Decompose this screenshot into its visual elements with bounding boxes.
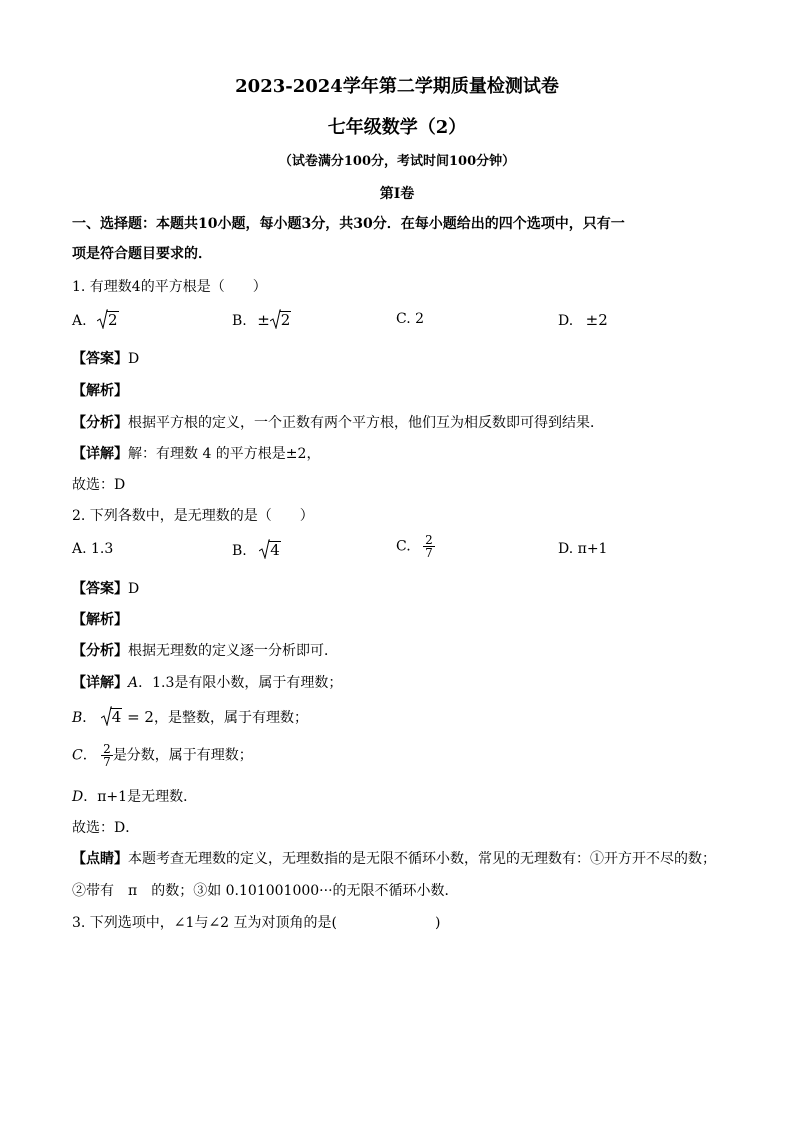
- q2-detail-b: [72, 707, 732, 727]
- detail-tag: 【详解】: [72, 675, 128, 691]
- q2-detail-a-text: ．1.3是有限小数，属于有理数；: [138, 675, 343, 691]
- q1-option-a-radicand: 2: [108, 311, 118, 329]
- q2-detail-c-label: C: [72, 747, 83, 764]
- q2-comment-text1: 本题考查无理数的定义，无理数指的是无限不循环小数，常见的无理数有：①开方开不尽的数；: [128, 851, 716, 867]
- q2-detail-d-text: ．π+1是无理数．: [83, 789, 198, 805]
- q1-option-d-label: D.: [558, 313, 574, 329]
- q2-comment-line1: [72, 848, 732, 868]
- q2-option-b-label: B.: [232, 543, 247, 559]
- q2-option-c-label: C.: [396, 538, 411, 555]
- q2-detail-b-post: ，是整数，属于有理数；: [153, 710, 308, 726]
- q2-detail-c-pre: ．: [82, 747, 97, 764]
- q2-detail-b-eq: = 2: [122, 708, 154, 726]
- q1-option-b-radicand: 2: [280, 311, 291, 329]
- q2-detail-a-label: A: [128, 675, 139, 691]
- q1-option-b-label: B.: [232, 313, 247, 329]
- q2-detail-b-label: B: [72, 710, 83, 726]
- q1-analysis-tag: 【解析】: [72, 383, 128, 399]
- q2-detail-c-denominator: 7: [103, 755, 111, 769]
- exam-note: （试卷满分100分，考试时间100分钟）: [278, 154, 516, 169]
- question-2-stem: 2. 下列各数中，是无理数的是（ ）: [72, 508, 314, 524]
- q2-detail-d-label: D: [72, 789, 84, 805]
- comment-tag: 【点睛】: [72, 851, 128, 867]
- question-2-options: [72, 533, 732, 564]
- q2-fenxi-text: 根据无理数的定义逐一分析即可．: [128, 643, 338, 659]
- fraction: [423, 534, 435, 559]
- question-1-stem: 1. 有理数4的平方根是（ ）: [72, 279, 267, 295]
- q1-option-b-pm: ±: [257, 311, 270, 329]
- q1-option-a-label: A.: [72, 313, 87, 329]
- q1-option-d: [558, 311, 608, 329]
- question-3-stem: 3. 下列选项中，∠1与∠2 互为对顶角的是( ): [72, 915, 441, 931]
- q2-comment-line2: ②带有 π 的数；③如 0.101001000···的无限不循环小数．: [72, 883, 459, 899]
- q2-answer-value: D: [128, 581, 140, 597]
- q1-answer: [72, 348, 732, 368]
- q2-detail-a: [72, 672, 732, 692]
- sqrt-symbol: [101, 708, 123, 726]
- fenxi-tag: 【分析】: [72, 415, 128, 431]
- q2-detail-d: [72, 786, 732, 806]
- exam-subject: 七年级数学（2）: [327, 117, 467, 138]
- q2-choose: 故选：D．: [72, 820, 140, 836]
- q1-detail-text: 解：有理数 4 的平方根是±2，: [128, 446, 321, 462]
- q2-detail-c-post: 是分数，属于有理数；: [112, 747, 253, 764]
- q2-detail-c-numerator: 2: [103, 742, 111, 756]
- question-1-options: [72, 311, 732, 337]
- exam-title: 2023-2024学年第二学期质量检测试卷: [235, 76, 559, 97]
- fenxi-tag: 【分析】: [72, 643, 128, 659]
- q2-option-d: D. π+1: [558, 541, 608, 557]
- sqrt-symbol: [270, 311, 292, 329]
- section-instructions-line1: 一、选择题：本题共10小题，每小题3分，共30分．在每小题给出的四个选项中，只有一: [72, 216, 625, 232]
- q2-option-b-radicand: 4: [270, 541, 280, 559]
- q2-analysis-tag: 【解析】: [72, 612, 128, 628]
- q2-option-b: [232, 541, 281, 559]
- sqrt-symbol: [259, 541, 281, 559]
- section-instructions-line2: 项是符合题目要求的．: [72, 246, 212, 262]
- q1-option-a: [72, 311, 119, 329]
- sqrt-symbol: [97, 311, 119, 329]
- detail-tag: 【详解】: [72, 446, 128, 462]
- q2-option-c: [396, 534, 435, 559]
- q2-detail-b-pre: ．: [82, 710, 97, 726]
- q2-option-a: A. 1.3: [72, 541, 114, 557]
- q2-answer: [72, 578, 732, 598]
- volume-label: 第I卷: [379, 186, 415, 202]
- q1-option-d-value: ±2: [585, 311, 608, 329]
- q1-answer-value: D: [128, 351, 140, 367]
- q1-option-c: C. 2: [396, 311, 425, 327]
- q2-option-c-numerator: 2: [425, 533, 433, 547]
- q1-detail: [72, 443, 732, 463]
- q1-fenxi-text: 根据平方根的定义，一个正数有两个平方根，他们互为相反数即可得到结果．: [128, 415, 604, 431]
- q2-detail-b-radicand: 4: [111, 708, 122, 726]
- answer-tag: 【答案】: [72, 351, 128, 367]
- q2-fenxi: [72, 640, 732, 660]
- q1-fenxi: [72, 412, 732, 432]
- fraction: [101, 743, 113, 768]
- q2-detail-c: [72, 743, 732, 768]
- answer-tag: 【答案】: [72, 581, 128, 597]
- q1-option-b: [232, 311, 291, 329]
- q1-choose: 故选：D: [72, 477, 126, 493]
- q2-option-c-denominator: 7: [425, 546, 433, 560]
